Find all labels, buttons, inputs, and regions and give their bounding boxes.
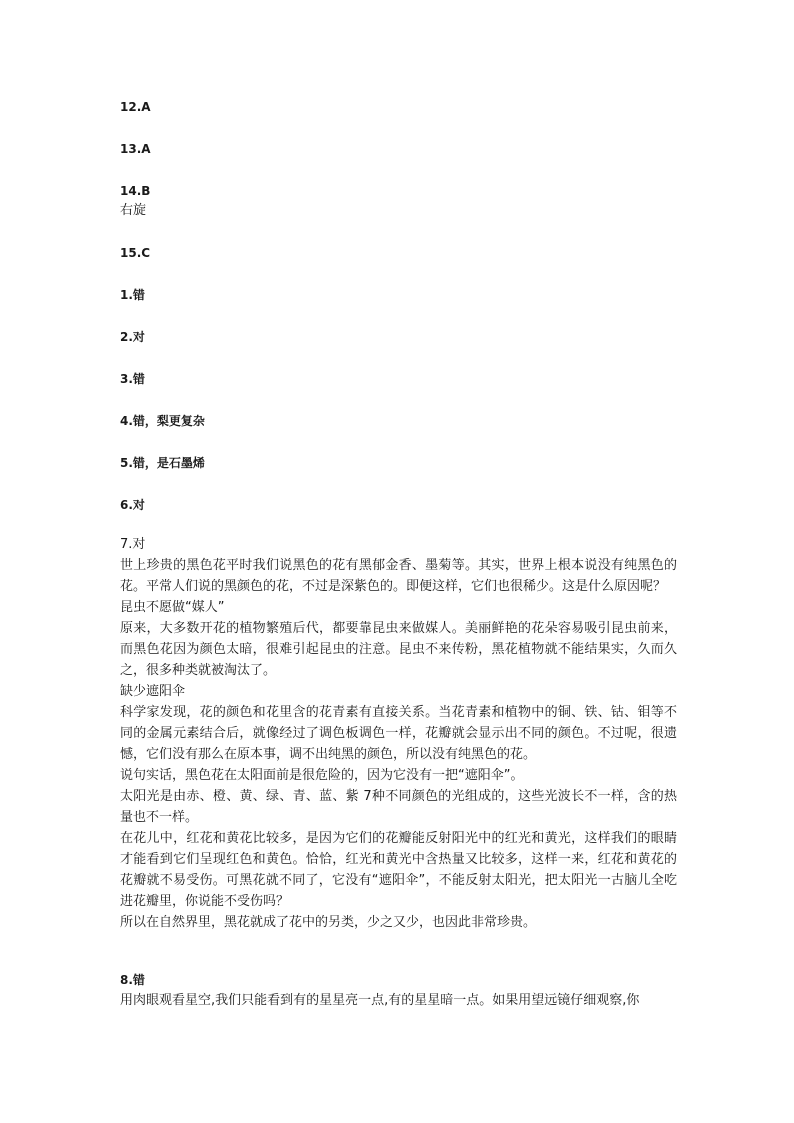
passage-7-insects: 原来，大多数开花的植物繁殖后代，都要靠昆虫来做媒人。美丽鲜艳的花朵容易吸引昆虫前来，而黑色花因为颜色太暗，很难引起昆虫的注意。昆虫不来传粉，黑花植物就不能结果实，久而久之，很多种类就被淘汰了。 — [120, 621, 677, 678]
passage-8 — [120, 990, 677, 1011]
answer-tf-6: 6.对 — [120, 498, 145, 512]
answer-tf-1: 1.错 — [120, 288, 145, 302]
answer-14: 14.B — [120, 184, 151, 198]
passage-7-heading-insects: 昆虫不愿做“媒人” — [120, 600, 225, 615]
answer-13: 13.A — [120, 142, 151, 156]
passage-7-danger: 说句实话，黑色花在太阳面前是很危险的，因为它没有一把“遮阳伞”。 — [120, 768, 524, 783]
answer-15: 15.C — [120, 246, 151, 260]
passage-7-reflection: 在花儿中，红花和黄花比较多，是因为它们的花瓣能反射阳光中的红光和黄光，这样我们的眼睛才能看到它们呈现红色和黄色。恰恰，红光和黄光中含热量又比较多，这样一来，红花和黄花的花瓣就不易受伤。可黑花就不同了，它没有“遮阳伞”，不能反射太阳光，把太阳光一古脑儿全吃进花瓣里，你说能不受伤吗？ — [120, 831, 677, 909]
answer-12: 12.A — [120, 100, 151, 114]
passage-7-sunlight: 太阳光是由赤、橙、黄、绿、青、蓝、紫 7种不同颜色的光组成的，这些光波长不一样，含的热量也不一样。 — [120, 789, 677, 825]
answer-tf-7: 7.对 — [120, 537, 146, 552]
passage-7-pigment: 科学家发现，花的颜色和花里含的花青素有直接关系。当花青素和植物中的铜、铁、钴、钼等不同的金属元素结合后，就像经过了调色板调色一样，花瓣就会显示出不同的颜色。不过呢，很遗憾，它们没有那么在原本事，调不出纯黑的颜色，所以没有纯黑色的花。 — [120, 705, 677, 762]
passage-8-line: 用肉眼观看星空,我们只能看到有的星星亮一点,有的星星暗一点。如果用望远镜仔细观察,你 — [120, 993, 640, 1008]
passage-7-heading-parasol: 缺少遮阳伞 — [120, 684, 186, 699]
passage-7-conclusion: 所以在自然界里，黑花就成了花中的另类，少之又少，也因此非常珍贵。 — [120, 915, 537, 930]
answer-tf-3: 3.错 — [120, 372, 145, 386]
answer-tf-5: 5.错，是石墨烯 — [120, 456, 205, 470]
passage-7 — [120, 555, 677, 933]
answer-tf-8: 8.错 — [120, 973, 145, 987]
answer-tf-2: 2.对 — [120, 330, 145, 344]
answer-14-note: 右旋 — [120, 203, 147, 218]
passage-7-intro: 世上珍贵的黑色花平时我们说黑色的花有黑郁金香、墨菊等。其实，世界上根本说没有纯黑色的花。平常人们说的黑颜色的花，不过是深紫色的。即便这样，它们也很稀少。这是什么原因呢？ — [120, 558, 677, 594]
answer-tf-4: 4.错，梨更复杂 — [120, 414, 205, 428]
